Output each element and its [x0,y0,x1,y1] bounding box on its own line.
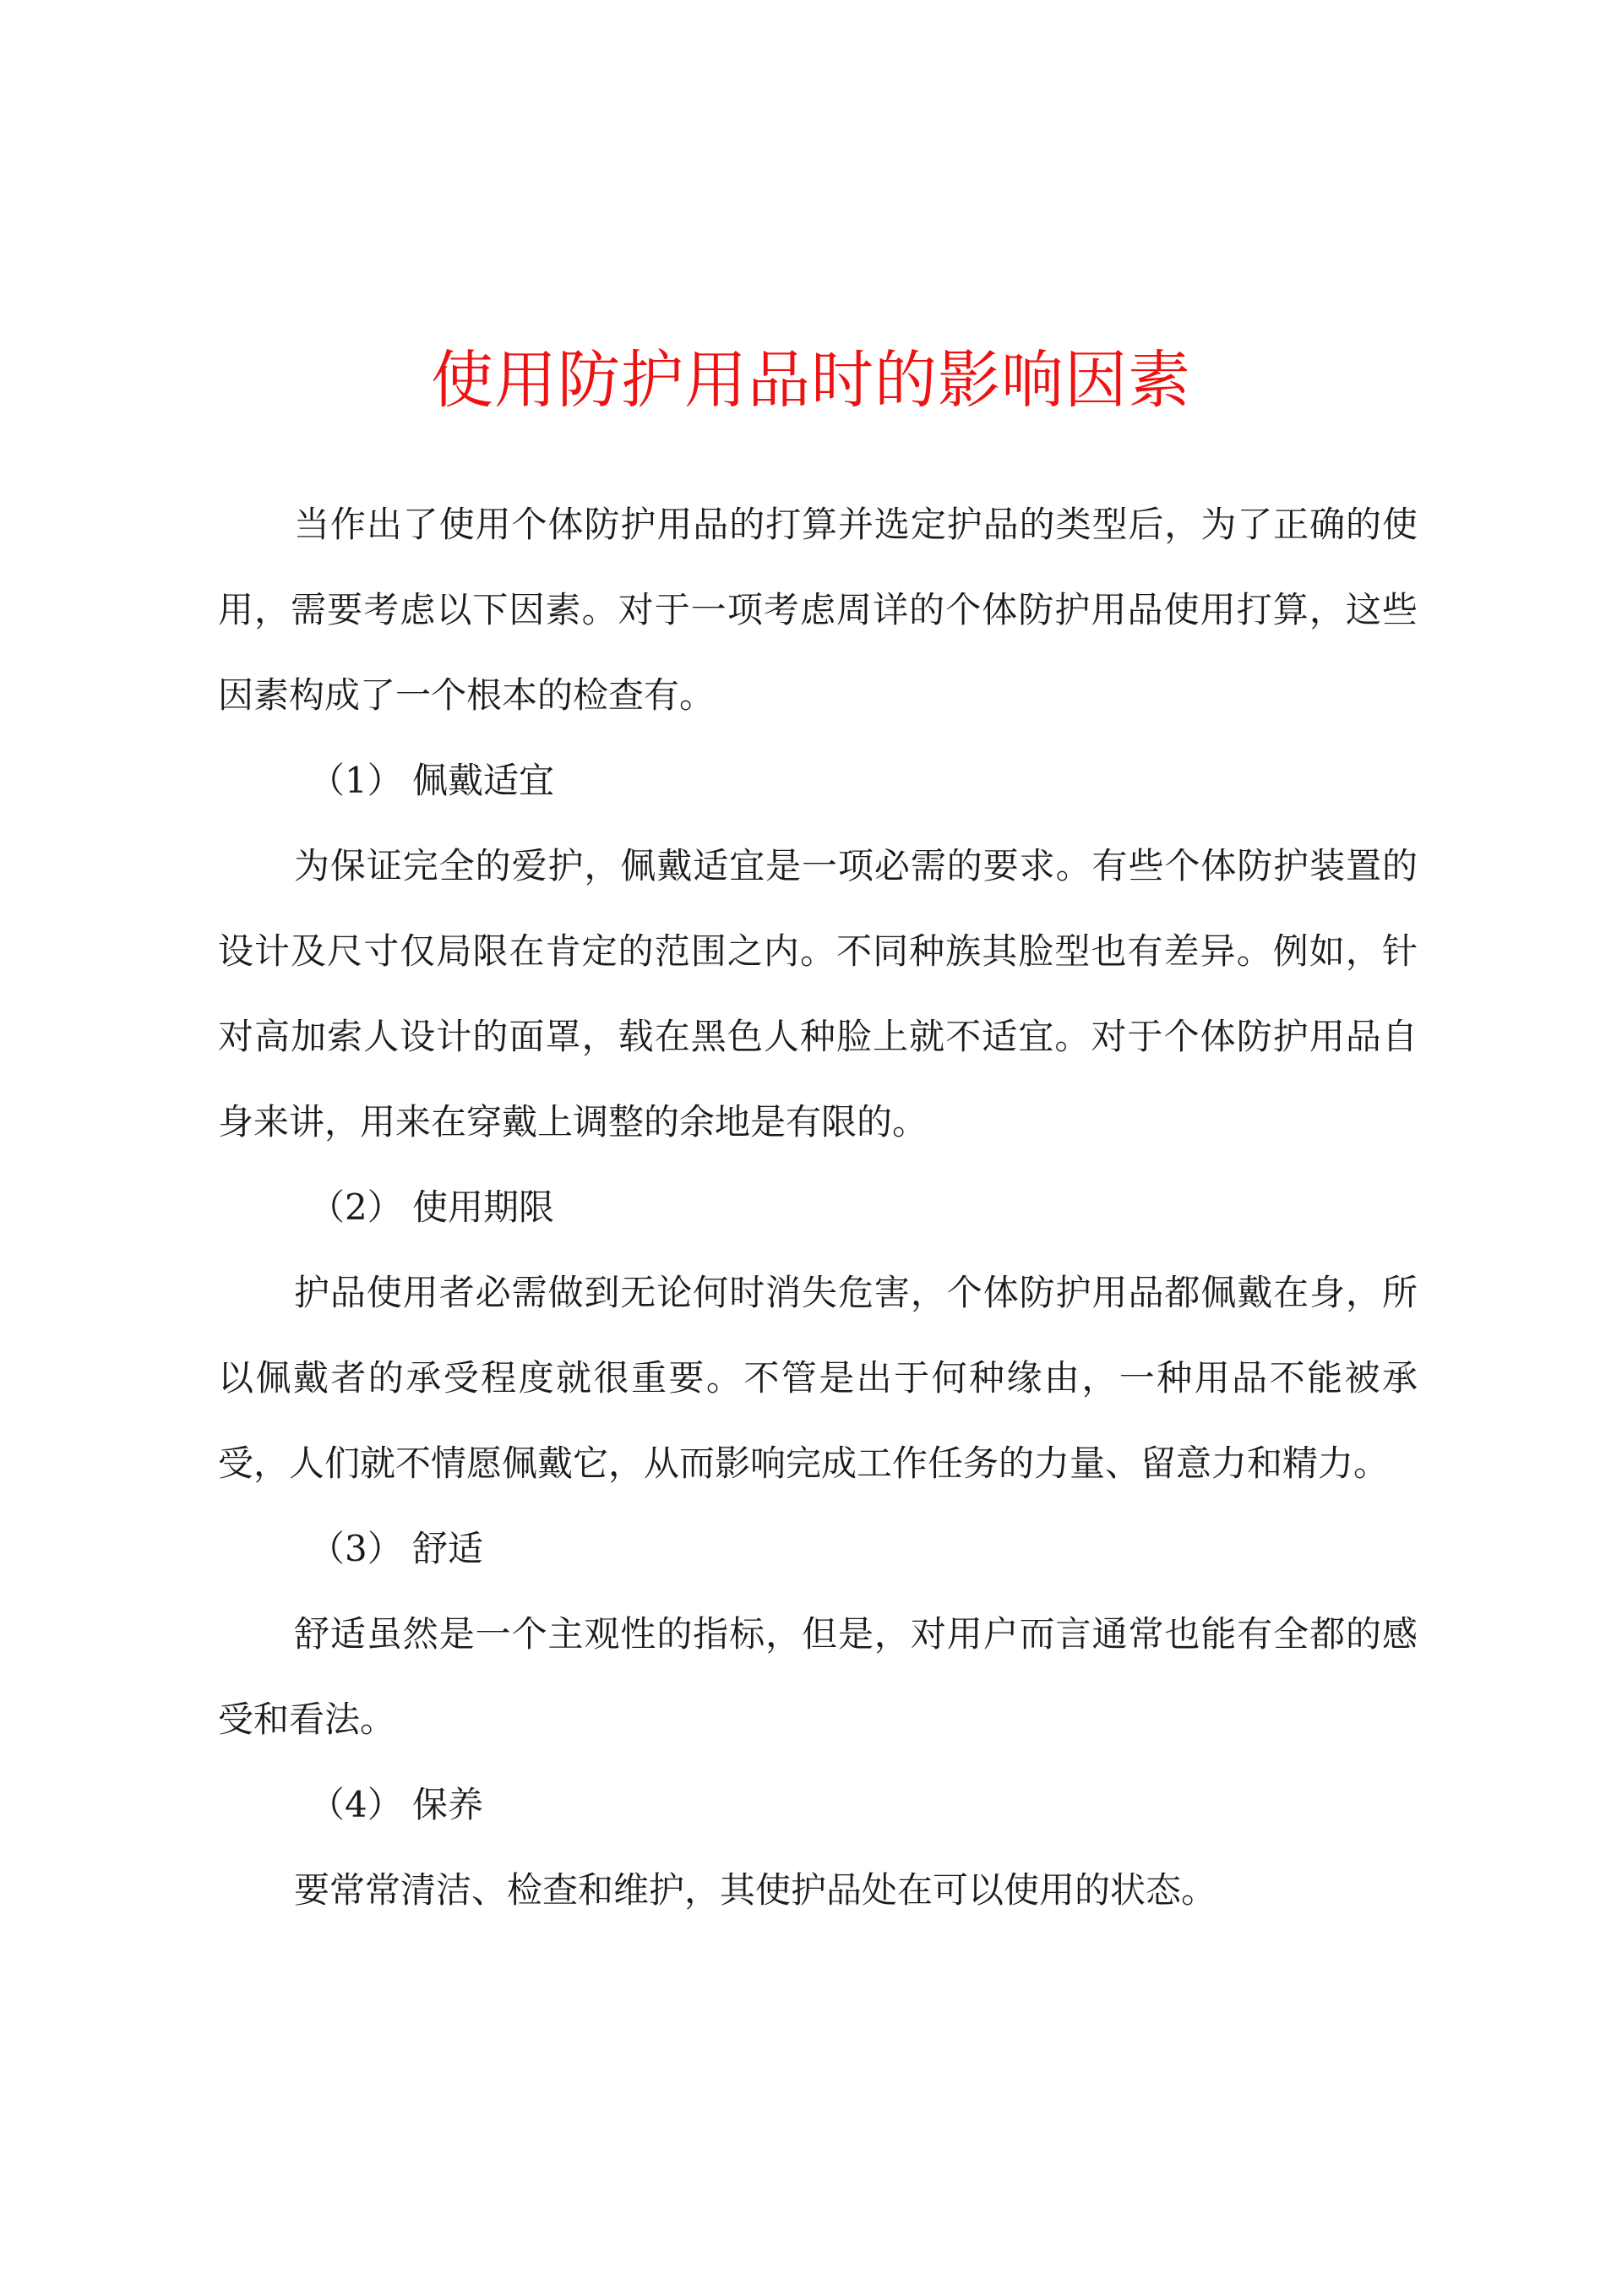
section-number: （3） [309,1528,403,1569]
section-heading-3 [218,1506,1418,1591]
section-title: 使用期限 [412,1186,555,1228]
section-paragraph-1: 为保证完全的爱护，佩戴适宜是一项必需的要求。有些个体防护装置的设计及尺寸仅局限在肯定的范围之内。不同种族其脸型也有差异。例如，针对高加索人设计的面罩，载在黑色人种脸上就不适宜。对于个体防护用品自身来讲，用来在穿戴上调整的余地是有限的。 [218,845,1418,1143]
document-body [218,482,1418,1933]
section-paragraph-4: 要常常清洁、检查和维护，其使护品处在可以使用的状态。 [294,1869,1217,1911]
section-paragraph-2: 护品使用者必需做到无论何时消失危害，个体防护用品都佩戴在身，所以佩戴者的承受程度就很重要。不管是出于何种缘由，一种用品不能被承受，人们就不情愿佩戴它，从而影响完成工作任务的力量、留意力和精力。 [218,1272,1418,1484]
section-number: （4） [309,1784,403,1825]
section-title: 舒适 [412,1528,484,1569]
section-number: （2） [309,1186,403,1228]
section-paragraph-3: 舒适虽然是一个主观性的指标，但是，对用户而言通常也能有全都的感受和看法。 [218,1613,1418,1740]
document-title: 使用防护用品时的影响因素 [431,344,1191,417]
section-heading-4 [218,1762,1418,1847]
section-heading-1 [218,738,1418,823]
section-title: 佩戴适宜 [412,760,555,801]
section-number: （1） [309,760,403,801]
section-heading-2 [218,1164,1418,1250]
intro-paragraph: 当作出了使用个体防护用品的打算并选定护品的类型后，为了正确的使用，需要考虑以下因素。对于一项考虑周详的个体防护用品使用打算，这些因素构成了一个根本的检查有。 [218,504,1418,716]
section-title: 保养 [412,1784,484,1825]
